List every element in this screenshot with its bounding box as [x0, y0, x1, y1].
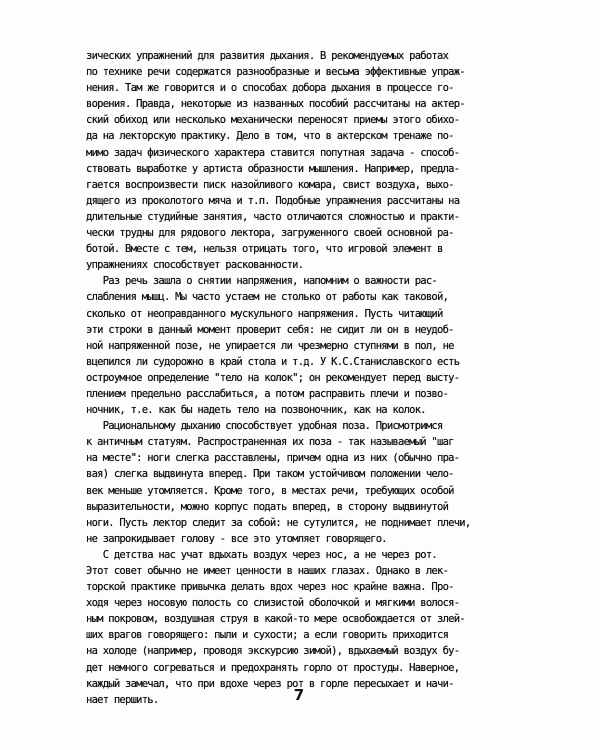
text-line: ский обиход или несколько механически переносят приемы этого обихо- [86, 114, 460, 127]
text-line: нает першить. [86, 693, 159, 706]
text-line: ной напряженной позе, не упирается ли чрезмерно ступнями в пол, не [86, 339, 454, 352]
text-line: выразительности, можно корпус подать вперед, в сторону выдвинутой [86, 500, 449, 513]
text-line: мимо задач физического характера ставится попутная задача - способ- [86, 146, 460, 159]
text-line: каждый замечал, что при вдохе через рот в горле пересыхает и начи- [86, 677, 454, 690]
text-line: ным покровом, воздушная струя в какой-то мере освобождается от злей- [86, 613, 465, 626]
text-line: С детства нас учат вдыхать воздух через нос, а не через рот. [86, 548, 438, 561]
text-line: Этот совет обычно не имеет ценности в наших глазах. Однако в лек- [86, 565, 449, 577]
text-line: длительные студийные занятия, часто отличаются сложностью и практи- [86, 210, 460, 223]
text-line: ходя через носовую полость со слизистой оболочкой и мягкими волося- [86, 597, 460, 610]
text-line: ворения. Правда, некоторые из названных пособий рассчитаны на актер- [86, 98, 465, 111]
text-line: на месте": ноги слегка расставлены, причем одна из них (обычно пра- [86, 452, 460, 465]
text-line: слабления мышц. Мы часто устаем не столько от работы как таковой, [86, 291, 449, 304]
text-line: вая) слегка выдвинута вперед. При таком устойчивом положении чело- [86, 468, 454, 481]
text-line: нения. Там же говорится и о способах добора дыхания в процессе го- [86, 82, 454, 95]
text-line: век меньше утомляется. Кроме того, в местах речи, требующих особой [86, 484, 454, 497]
text-line: эти строки в данный момент проверит себя: не сидит ли он в неудоб- [86, 323, 454, 336]
text-line: ночник, т.е. как бы надеть тело на позвоночник, как на колок. [86, 404, 426, 417]
text-line: сколько от неоправданного мускульного напряжения. Пусть читающий [86, 307, 443, 320]
text-line: на холоде (например, проводя экскурсию зимой), вдыхаемый воздух бу- [86, 645, 460, 658]
text-line: торской практике привычка делать вдох через нос крайне важна. Про- [86, 581, 454, 594]
body-text [86, 48, 518, 708]
text-line: не запрокидывает голову - все это утомляет говорящего. [86, 532, 387, 545]
text-line: Рациональному дыханию способствует удобная поза. Присмотримся [86, 420, 443, 433]
text-line: остроумное определение "тело на колок"; он рекомендует перед высту- [86, 371, 460, 384]
text-line: да на лекторскую практику. Дело в том, что в актерском тренаже по- [86, 130, 454, 143]
text-line: ботой. Вместе с тем, нельзя отрицать того, что игровой элемент в [86, 243, 443, 256]
text-line: к античным статуям. Распространенная их поза - так называемый "шаг [86, 436, 454, 449]
text-line: Раз речь зашла о снятии напряжения, напомним о важности рас- [86, 275, 438, 288]
text-line: зических упражнений для развития дыхания. В рекомендуемых работах [86, 50, 449, 62]
page-number: 7 [293, 686, 305, 704]
text-line: ствовать выработке у артиста образности мышления. Например, предла- [86, 162, 460, 175]
text-line: плением предельно расслабиться, а потом расправить плечи и позво- [86, 387, 449, 400]
text-line: гается воспроизвести писк назойливого комара, свист воздуха, выхо- [86, 178, 454, 191]
text-line: по технике речи содержатся разнообразные и весьма эффективные упраж- [86, 66, 465, 79]
text-line: чески трудны для рядового лектора, загруженного своей основной ра- [86, 227, 454, 240]
text-line: вцепился ли судорожно в край стола и т.д. У К.С.Станиславского есть [86, 355, 460, 368]
text-line: дет немного согреваться и предохранять горло от простуды. Наверное, [86, 661, 460, 674]
text-line: ших врагов говорящего: пыли и сухости; а если говорить приходится [86, 629, 449, 642]
text-line: упражнениях способствует раскованности. [86, 259, 304, 272]
text-line: дящего из проколотого мяча и т.п. Подобные упражнения рассчитаны на [86, 194, 460, 207]
text-line: ноги. Пусть лектор следит за собой: не сутулится, не поднимает плечи, [86, 516, 471, 529]
